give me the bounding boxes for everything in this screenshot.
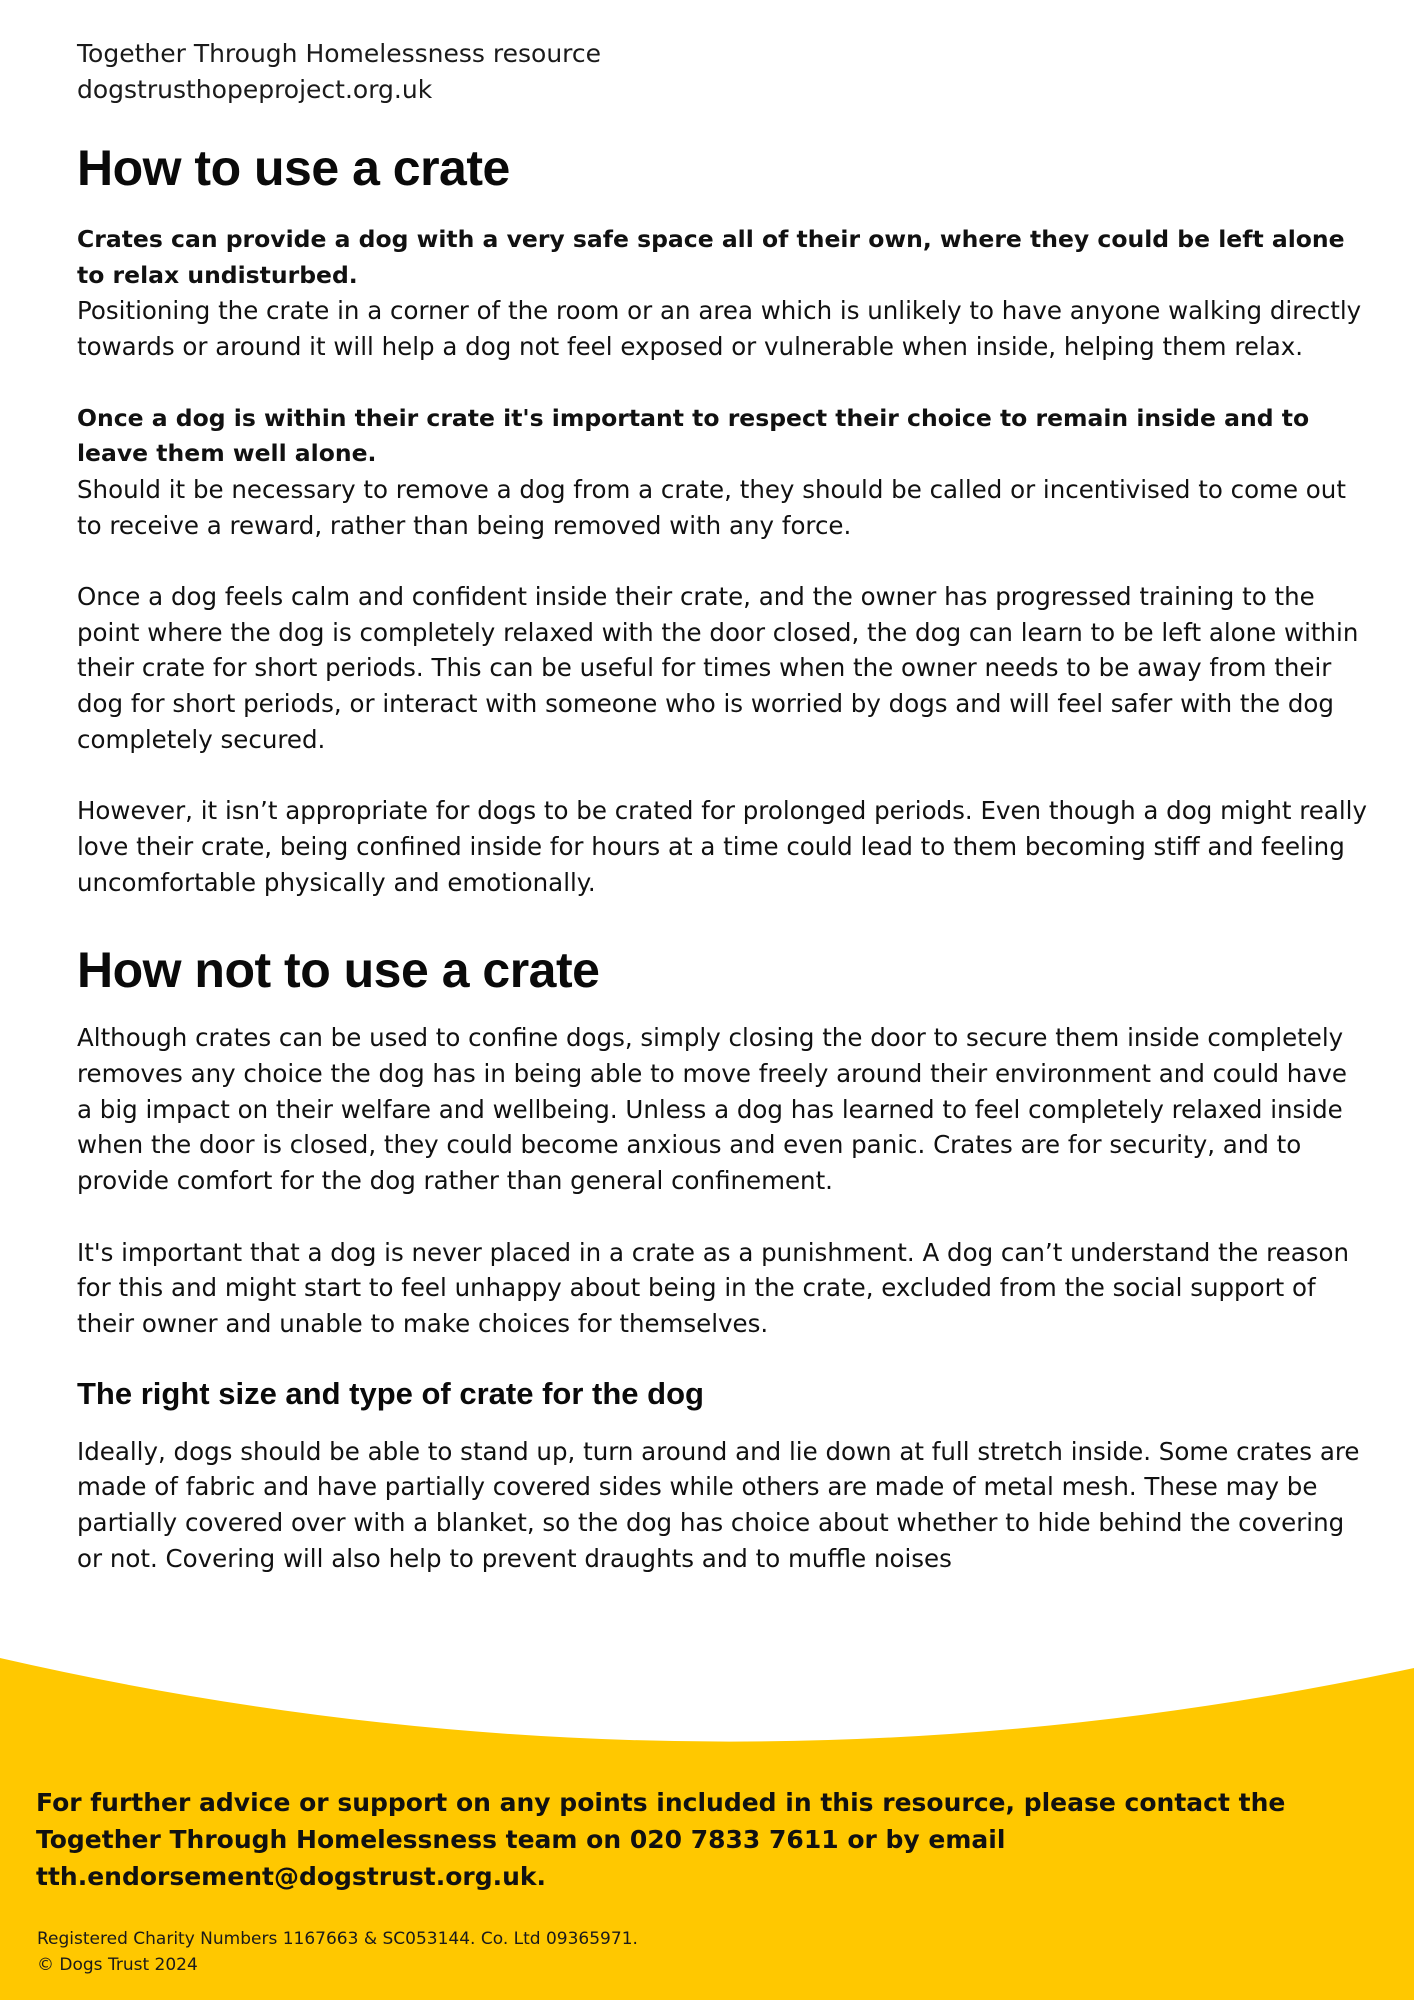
copyright-notice: © Dogs Trust 2024 [37, 1955, 198, 1975]
heading-right-size: The right size and type of crate for the dog [77, 1375, 704, 1411]
heading-how-to-use: How to use a crate [77, 140, 510, 196]
resource-label: Together Through Homelessness resource [77, 39, 602, 68]
website-link[interactable]: dogstrusthopeproject.org.uk [77, 75, 433, 104]
footer-legal [37, 1926, 1237, 1978]
paragraph-size-type: Ideally, dogs should be able to stand up, turn around and lie down at full stretch inside. Some crates are made of fabric and have partially covered sides while others are made of metal mesh. These may be partially covered over with a blanket, so the dog has choice about whether to hide behind the covering or not. Covering will also help to prevent draughts and to muffle noises [77, 1436, 1360, 1573]
paragraph-prolonged: However, it isn’t appropriate for dogs to be crated for prolonged periods. Even though a dog might really love their crate, being confined inside for hours at a time could lead to them becoming stiff and feeling uncomfortable physically and emotionally. [77, 796, 1367, 897]
heading-how-not-to-use: How not to use a crate [77, 942, 600, 999]
paragraph-positioning: Positioning the crate in a corner of the room or an area which is unlikely to have anyone walking directly towards or around it will help a dog not feel exposed or vulnerable when inside, helping them relax. [77, 296, 1362, 362]
paragraph-punishment: It's important that a dog is never placed in a crate as a punishment. A dog can’t understand the reason for this and might start to feel unhappy about being in the crate, excluded from the social support of their owner and unable to make choices for themselves. [77, 1237, 1350, 1338]
paragraph-left-alone: Once a dog feels calm and confident inside their crate, and the owner has progressed training to the point where the dog is completely relaxed with the door closed, the dog can learn to be left alone within their crate for short periods. This can be useful for times when the owner needs to be away from their dog for short periods, or interact with someone who is worried by dogs and will feel safer with the dog completely secured. [77, 582, 1359, 754]
paragraph-confinement: Although crates can be used to confine dogs, simply closing the door to secure them inside completely removes any choice the dog has in being able to move freely around their environment and could have a big impact on their welfare and wellbeing. Unless a dog has learned to feel completely relaxed inside when the door is closed, they could become anxious and even panic. Crates are for security, and to provide comfort for the dog rather than general confinement. [77, 1023, 1347, 1196]
footer-contact-text: For further advice or support on any points included in this resource, please contact the Together Through Homelessness team on 020 7833 7611 or by email tth.endorsement@dogstrust.org.uk. [36, 1788, 1286, 1891]
document-body [77, 36, 1367, 1576]
lead-respect-choice: Once a dog is within their crate it's important to respect their choice to remain inside and to leave them well alone. [77, 403, 1310, 468]
paragraph-remove-dog: Should it be necessary to remove a dog from a crate, they should be called or incentivised to come out to receive a reward, rather than being removed with any force. [77, 474, 1346, 540]
lead-safe-space: Crates can provide a dog with a very safe space all of their own, where they could be left alone to relax undisturbed. [77, 225, 1345, 289]
charity-registration: Registered Charity Numbers 1167663 & SC053144. Co. Ltd 09365971. [37, 1929, 638, 1949]
